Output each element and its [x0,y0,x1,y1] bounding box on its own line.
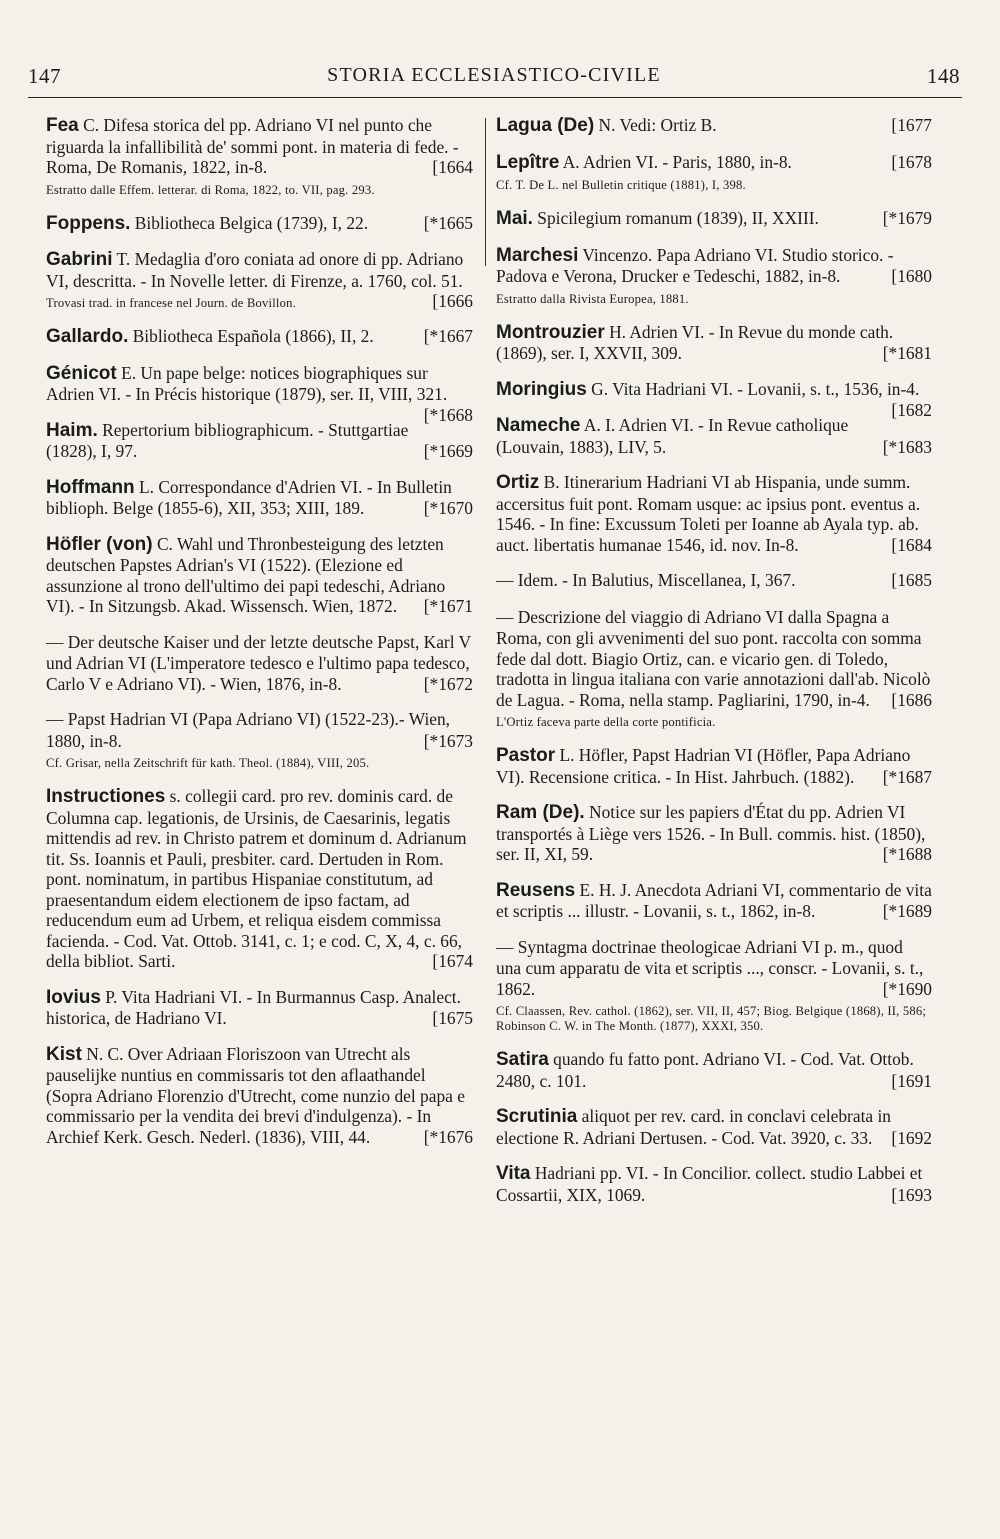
entry-headword: Foppens. [46,212,131,234]
bibliography-entry [496,745,932,787]
bibliography-entry [46,786,473,972]
entry-note: L'Ortiz faceva parte della corte pontificia. [496,715,716,729]
entry-number: [*1676 [423,1126,473,1147]
entry-body [496,245,932,287]
bibliography-entry [496,937,932,1035]
entry-note: Cf. Grisar, nella Zeitschrift für kath. Theol. (1884), VIII, 205. [46,756,370,770]
entry-body [46,115,473,178]
entry-note: Cf. Claassen, Rev. cathol. (1862), ser. VII, II, 457; Biog. Belgique (1868), II, 586; Robinson C. W. in The Month. (1877), XXXI, 350. [496,1004,927,1033]
entry-body [496,1106,932,1148]
bibliography-entry [496,1163,932,1205]
entry-number: [*1669 [423,441,473,461]
bibliography-entry [496,322,932,364]
entry-headword: Kist [46,1043,82,1065]
entry-headword: Reusens [496,879,576,901]
entry-headword: Scrutinia [496,1106,578,1127]
entry-body [46,1044,473,1148]
bibliography-entry [496,607,932,731]
entry-text: C. Wahl und Thronbesteigung des letzten deutschen Papstes Adrian's VI (1522). (Elezione ed assunzione al trono dell'ultimo dei papi tedeschi, Adriano VI). - In Sitzungsb. Akad. Wissensch. Wien, 1872. [46,533,446,616]
entry-text: B. Itinerarium Hadriani VI ab Hispania, unde summ. accersitus fuit pont. Romam usque: ac ipsius pont. eventus a. 1546. - In fine: Excussum Toleti per Ioanne ab Ayala typ. ab. auct. libertatis humanae 1546, id. nov. In-8. [496,472,921,555]
entry-text: Hadriani pp. VI. - In Concilior. collect. studio Labbei et Cossartii, XIX, 1069. [496,1163,923,1205]
bibliography-entry [46,249,473,311]
entry-text: — Syntagma doctrinae theologicae Adriani VI p. m., quod una cum apparatu de vita et scriptis ..., conscr. - Lovanii, s. t., 1862. [496,936,924,999]
bibliography-entry [496,1049,932,1091]
entry-body [496,415,932,457]
entry-number: [1691 [891,1070,932,1091]
entry-headword: Moringius [496,378,587,400]
entry-body [496,937,932,1000]
entry-number: [1674 [432,951,473,971]
entry-headword: Gabrini [46,249,113,270]
entry-body [496,1163,932,1205]
entry-number: [*1670 [423,498,473,518]
entry-text: P. Vita Hadriani VI. - In Burmannus Casp. Analect. historica, de Hadriano VI. [46,986,461,1028]
entry-text: H. Adrien VI. - In Revue du monde cath. (1869), ser. I, XXVII, 309. [496,321,894,363]
entry-number: [1693 [891,1184,932,1205]
entry-number: [*1681 [882,343,932,363]
page-number-right: 148 [927,64,960,88]
entry-number: [1675 [432,1008,473,1028]
entry-headword: Lagua (De) [496,115,595,136]
bibliography-entry [46,709,473,771]
entry-number: [*1673 [423,730,473,751]
entry-body [46,420,473,462]
entry-note: Estratto dalla Rivista Europea, 1881. [496,291,689,306]
entry-body [496,1049,932,1091]
entry-number: [1678 [891,151,932,172]
entry-body [496,570,932,592]
entry-headword: Satira [496,1049,549,1070]
entry-number: [*1665 [423,212,473,233]
entry-text: N. Vedi: Ortiz B. [594,115,717,135]
page-number-left: 147 [28,64,61,88]
entry-text: Bibliotheca Belgica (1739), I, 22. [130,212,369,233]
bibliography-entry [496,378,932,420]
bibliography-entry [496,415,932,457]
entry-number: [1684 [891,534,932,555]
bibliography-entry [496,115,932,137]
entry-text: N. C. Over Adriaan Floriszoon van Utrecht als pauselijke nuntius en commissaris tot den aflaathandel (Sopra Adriano Florenzio d'Utrecht, come nunzio del papa e commissario per la vendita dei brevi d'indulgenza). - In Archief Kerk. Gesch. Nederl. (1836), VIII, 44. [46,1043,465,1147]
entry-text: s. collegii card. pro rev. dominis card. de Columna cap. legationis, de Ursinis, de Caesarinis, legatis mittendis ad rev. in Christo patrem et dominum d. Adrianum tit. Ss. Ioannis et Pauli, presbiter. card. Dertuden in Rom. pont. nominatum, in partibus Hispaniae constitutum, ad praesentandum eidem electionem de ipso factam, ad reducendum eum ad Urbem, et reliqua eisdem commissa facienda. - Cod. Vat. Ottob. 3141, c. 1; e cod. C, X, 4, c. 66, della bibliot. Sarti. [46,786,467,971]
entry-body [496,472,932,555]
entry-headword: Fea [46,115,79,136]
running-title: STORIA ECCLESIASTICO-CIVILE [327,64,661,86]
entry-text: E. H. J. Anecdota Adriani VI, commentario de vita et scriptis ... illustr. - Lovanii, s. t., 1862, in-8. [496,879,932,921]
bibliography-entry [46,362,473,425]
entry-number: [1680 [891,266,932,286]
entry-text: G. Vita Hadriani VI. - Lovanii, s. t., 1536, in-4. [586,378,920,399]
entry-headword: Iovius [46,986,101,1008]
entry-number: [*1689 [882,901,932,921]
column-divider [485,118,486,266]
entry-body [46,786,473,972]
entry-body [496,208,932,230]
right-column [496,115,932,1220]
bibliography-entry [46,420,473,462]
bibliography-entry [46,213,473,235]
entry-body [46,213,473,235]
entry-headword: Ortiz [496,472,540,493]
entry-headword: Pastor [496,745,556,766]
bibliography-entry [496,880,932,922]
entry-headword: Marchesi [496,244,579,266]
entry-body [496,880,932,922]
entry-headword: Haim. [46,419,98,441]
entry-note: Trovasi trad. in francese nel Journ. de Bovillon. [46,296,296,310]
entry-headword: Höfler (von) [46,533,153,555]
entry-body [46,477,473,519]
entry-text: — Der deutsche Kaiser und der letzte deutsche Papst, Karl V und Adrian VI (L'imperatore tedesco e l'ultimo papa tedesco, Carlo V e Adriano VI). - Wien, 1876, in-8. [46,631,471,694]
entry-number: [1685 [891,570,932,590]
entry-note: Estratto dalle Effem. letterar. di Roma, 1822, to. VII, pag. 293. [46,182,375,197]
entry-body [496,152,932,174]
bibliography-entry [46,987,473,1029]
entry-body [496,322,932,364]
entry-text: — Descrizione del viaggio di Adriano VI dalla Spagna a Roma, con gli avvenimenti del suo pont. raccolta con somma fede dal dott. Biagio Ortiz, can. e vicario gen. di Toledo, tradotta in lingua italiana con varie annotazioni dall'ab. Nicolò de Lagua. - Roma, nella stamp. Pagliarini, 1790, in-4. [496,606,931,710]
entry-body [496,115,932,137]
entry-number: [*1672 [423,673,473,694]
page-header [28,64,960,94]
entry-number: [1686 [891,689,932,710]
entry-text: E. Un pape belge: notices biographiques sur Adrien VI. - In Précis historique (1879), ser. II, VIII, 321. [46,362,448,404]
entry-number: [1666 [432,291,473,311]
entry-body [496,802,932,865]
entry-headword: Vita [496,1163,531,1184]
entry-headword: Mai. [496,208,533,229]
left-column [46,115,473,1162]
bibliography-entry [496,472,932,555]
bibliography-entry [496,245,932,307]
entry-text: Spicilegium romanum (1839), II, XXIII. [532,208,819,228]
entry-text: Repertorium bibliographicum. - Stuttgartiae (1828), I, 97. [46,419,409,461]
bibliography-entry [46,326,473,348]
bibliography-entry [496,1106,932,1148]
entry-body [46,326,473,348]
entry-number: [1664 [432,157,473,177]
entry-body [496,745,932,787]
entry-number: [*1683 [882,436,932,457]
entry-text: L. Correspondance d'Adrien VI. - In Bulletin biblioph. Belge (1855-6), XII, 353; XIII, 189. [46,476,452,518]
entry-headword: Génicot [46,362,117,384]
bibliography-entry [496,152,932,194]
entry-number: [*1688 [882,844,932,864]
bibliography-entry [496,570,932,592]
entry-headword: Ram (De). [496,802,585,823]
entry-text: A. Adrien VI. - Paris, 1880, in-8. [559,151,792,172]
entry-text: — Papst Hadrian VI (Papa Adriano VI) (1522-23).- Wien, 1880, in-8. [46,709,451,751]
entry-headword: Gallardo. [46,326,129,347]
entry-number: [1692 [891,1127,932,1148]
entry-body [46,534,473,617]
entry-headword: Nameche [496,415,581,436]
bibliography-entry [46,534,473,617]
bibliography-entry [496,208,932,230]
entry-headword: Lepître [496,151,560,173]
entry-number: [*1671 [423,596,473,616]
entry-headword: Instructiones [46,786,166,807]
entry-text: aliquot per rev. card. in conclavi celebrata in electione R. Adriani Dertusen. - Cod. Vat. 3920, c. 33. [496,1106,891,1148]
entry-text: A. I. Adrien VI. - In Revue catholique (Louvain, 1883), LIV, 5. [496,415,849,457]
entry-number: [*1667 [423,326,473,346]
entry-body [46,362,473,425]
bibliography-entry [46,632,473,695]
entry-headword: Hoffmann [46,476,135,498]
entry-number: [*1679 [882,208,932,228]
entry-headword: Montrouzier [496,321,605,343]
entry-text: — Idem. - In Balutius, Miscellanea, I, 367. [496,570,796,590]
entry-number: [*1690 [882,978,932,999]
entry-note: Cf. T. De L. nel Bulletin critique (1881), I, 398. [496,178,746,192]
entry-number: [1682 [891,400,932,420]
header-rule [28,97,962,98]
entry-text: Bibliotheca Española (1866), II, 2. [128,326,374,346]
entry-text: Notice sur les papiers d'État du pp. Adrien VI transportés à Liège vers 1526. - In Bull. commis. hist. (1850), ser. II, XI, 59. [496,802,926,864]
entry-text: T. Medaglia d'oro coniata ad onore di pp. Adriano VI, descritta. - In Novelle letter. di Firenze, a. 1760, col. 51. [46,249,464,291]
entry-body [46,987,473,1029]
bibliography-entry [496,802,932,865]
bibliography-entry [46,477,473,519]
entry-text: C. Difesa storica del pp. Adriano VI nel punto che riguarda la infallibilità de' sommi pont. in materia di fede. - Roma, De Romanis, 1822, in-8. [46,115,459,177]
entry-number: [1677 [891,115,932,135]
entry-number: [*1668 [423,404,473,425]
entry-body [46,632,473,695]
entry-number: [*1687 [882,766,932,787]
entry-text: Vincenzo. Papa Adriano VI. Studio storico. - Padova e Verona, Drucker e Tedeschi, 1882, in-8. [496,244,894,286]
entry-text: L. Höfler, Papst Hadrian VI (Höfler, Papa Adriano VI). Recensione critica. - In Hist. Jahrbuch. (1882). [496,745,911,787]
bibliography-entry [46,1044,473,1148]
entry-body [496,378,932,420]
entry-text: quando fu fatto pont. Adriano VI. - Cod. Vat. Ottob. 2480, c. 101. [496,1049,914,1091]
entry-body [46,709,473,751]
entry-body [496,607,932,711]
bibliography-entry [46,115,473,198]
